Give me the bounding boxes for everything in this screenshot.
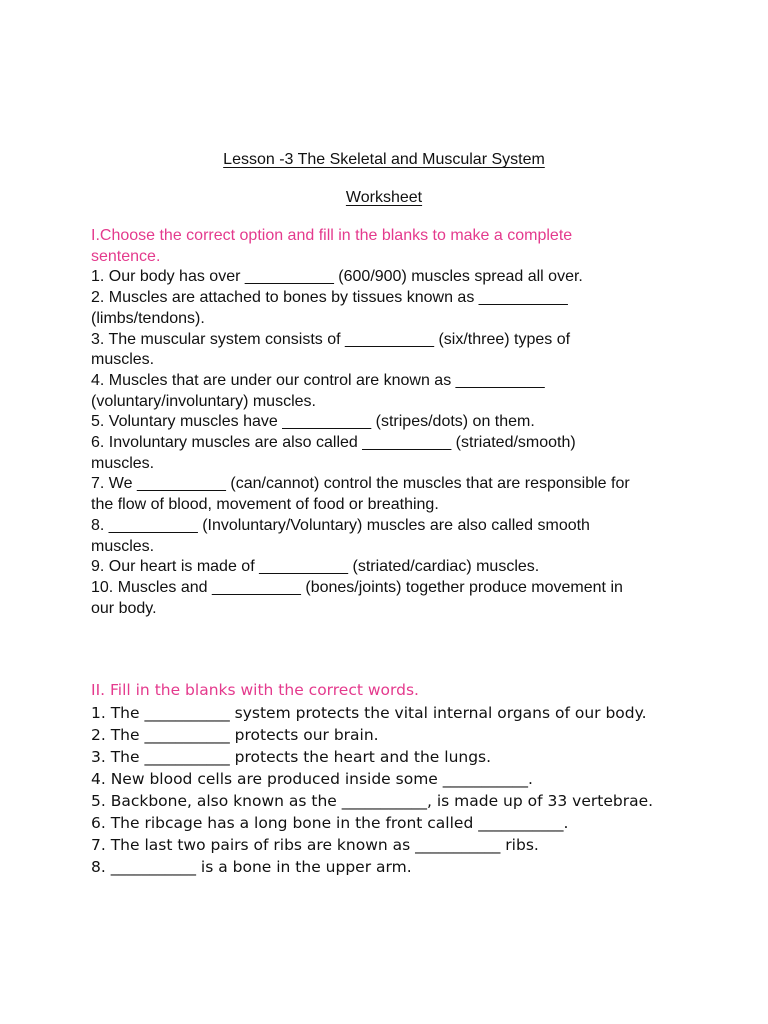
section-fill-in-blanks — [91, 679, 671, 878]
section-multiple-choice — [91, 226, 631, 619]
question-item: 1. Our body has over __________ (600/900) muscles spread all over. — [91, 268, 583, 286]
question-item: 4. Muscles that are under our control are known as __________ (voluntary/involuntary) muscles. — [91, 371, 545, 410]
question-item: 4. New blood cells are produced inside some ___________. — [91, 770, 533, 788]
question-item: 6. Involuntary muscles are also called __________ (striated/smooth) muscles. — [91, 434, 576, 472]
question-item: 9. Our heart is made of __________ (striated/cardiac) muscles. — [91, 558, 540, 576]
question-item: 2. The ___________ protects our brain. — [91, 726, 379, 744]
question-item: 1. The ___________ system protects the vital internal organs of our body. — [91, 704, 647, 722]
worksheet-title: Lesson -3 The Skeletal and Muscular System — [223, 151, 545, 168]
question-item: 8. ___________ is a bone in the upper arm. — [91, 858, 412, 876]
question-item: 3. The muscular system consists of __________ (six/three) types of muscles. — [91, 330, 571, 369]
question-item: 5. Voluntary muscles have __________ (stripes/dots) on them. — [91, 413, 535, 431]
worksheet-subtitle: Worksheet — [345, 189, 423, 206]
question-item: 7. We __________ (can/cannot) control the muscles that are responsible for the flow of blood, movement of food or breathing. — [91, 475, 630, 514]
question-item: 10. Muscles and __________ (bones/joints) together produce movement in our body. — [91, 578, 623, 617]
section-2-heading: II. Fill in the blanks with the correct words. — [91, 681, 419, 699]
section-1-heading: I.Choose the correct option and fill in the blanks to make a complete sentence. — [91, 227, 573, 265]
question-item: 7. The last two pairs of ribs are known as ___________ ribs. — [91, 836, 539, 854]
question-item: 2. Muscles are attached to bones by tissues known as __________ (limbs/tendons). — [91, 289, 568, 327]
question-item: 3. The ___________ protects the heart and the lungs. — [91, 748, 492, 766]
question-item: 8. __________ (Involuntary/Voluntary) muscles are also called smooth muscles. — [91, 516, 590, 555]
question-item: 5. Backbone, also known as the ___________, is made up of 33 vertebrae. — [91, 792, 654, 810]
question-item: 6. The ribcage has a long bone in the front called ___________. — [91, 814, 569, 832]
